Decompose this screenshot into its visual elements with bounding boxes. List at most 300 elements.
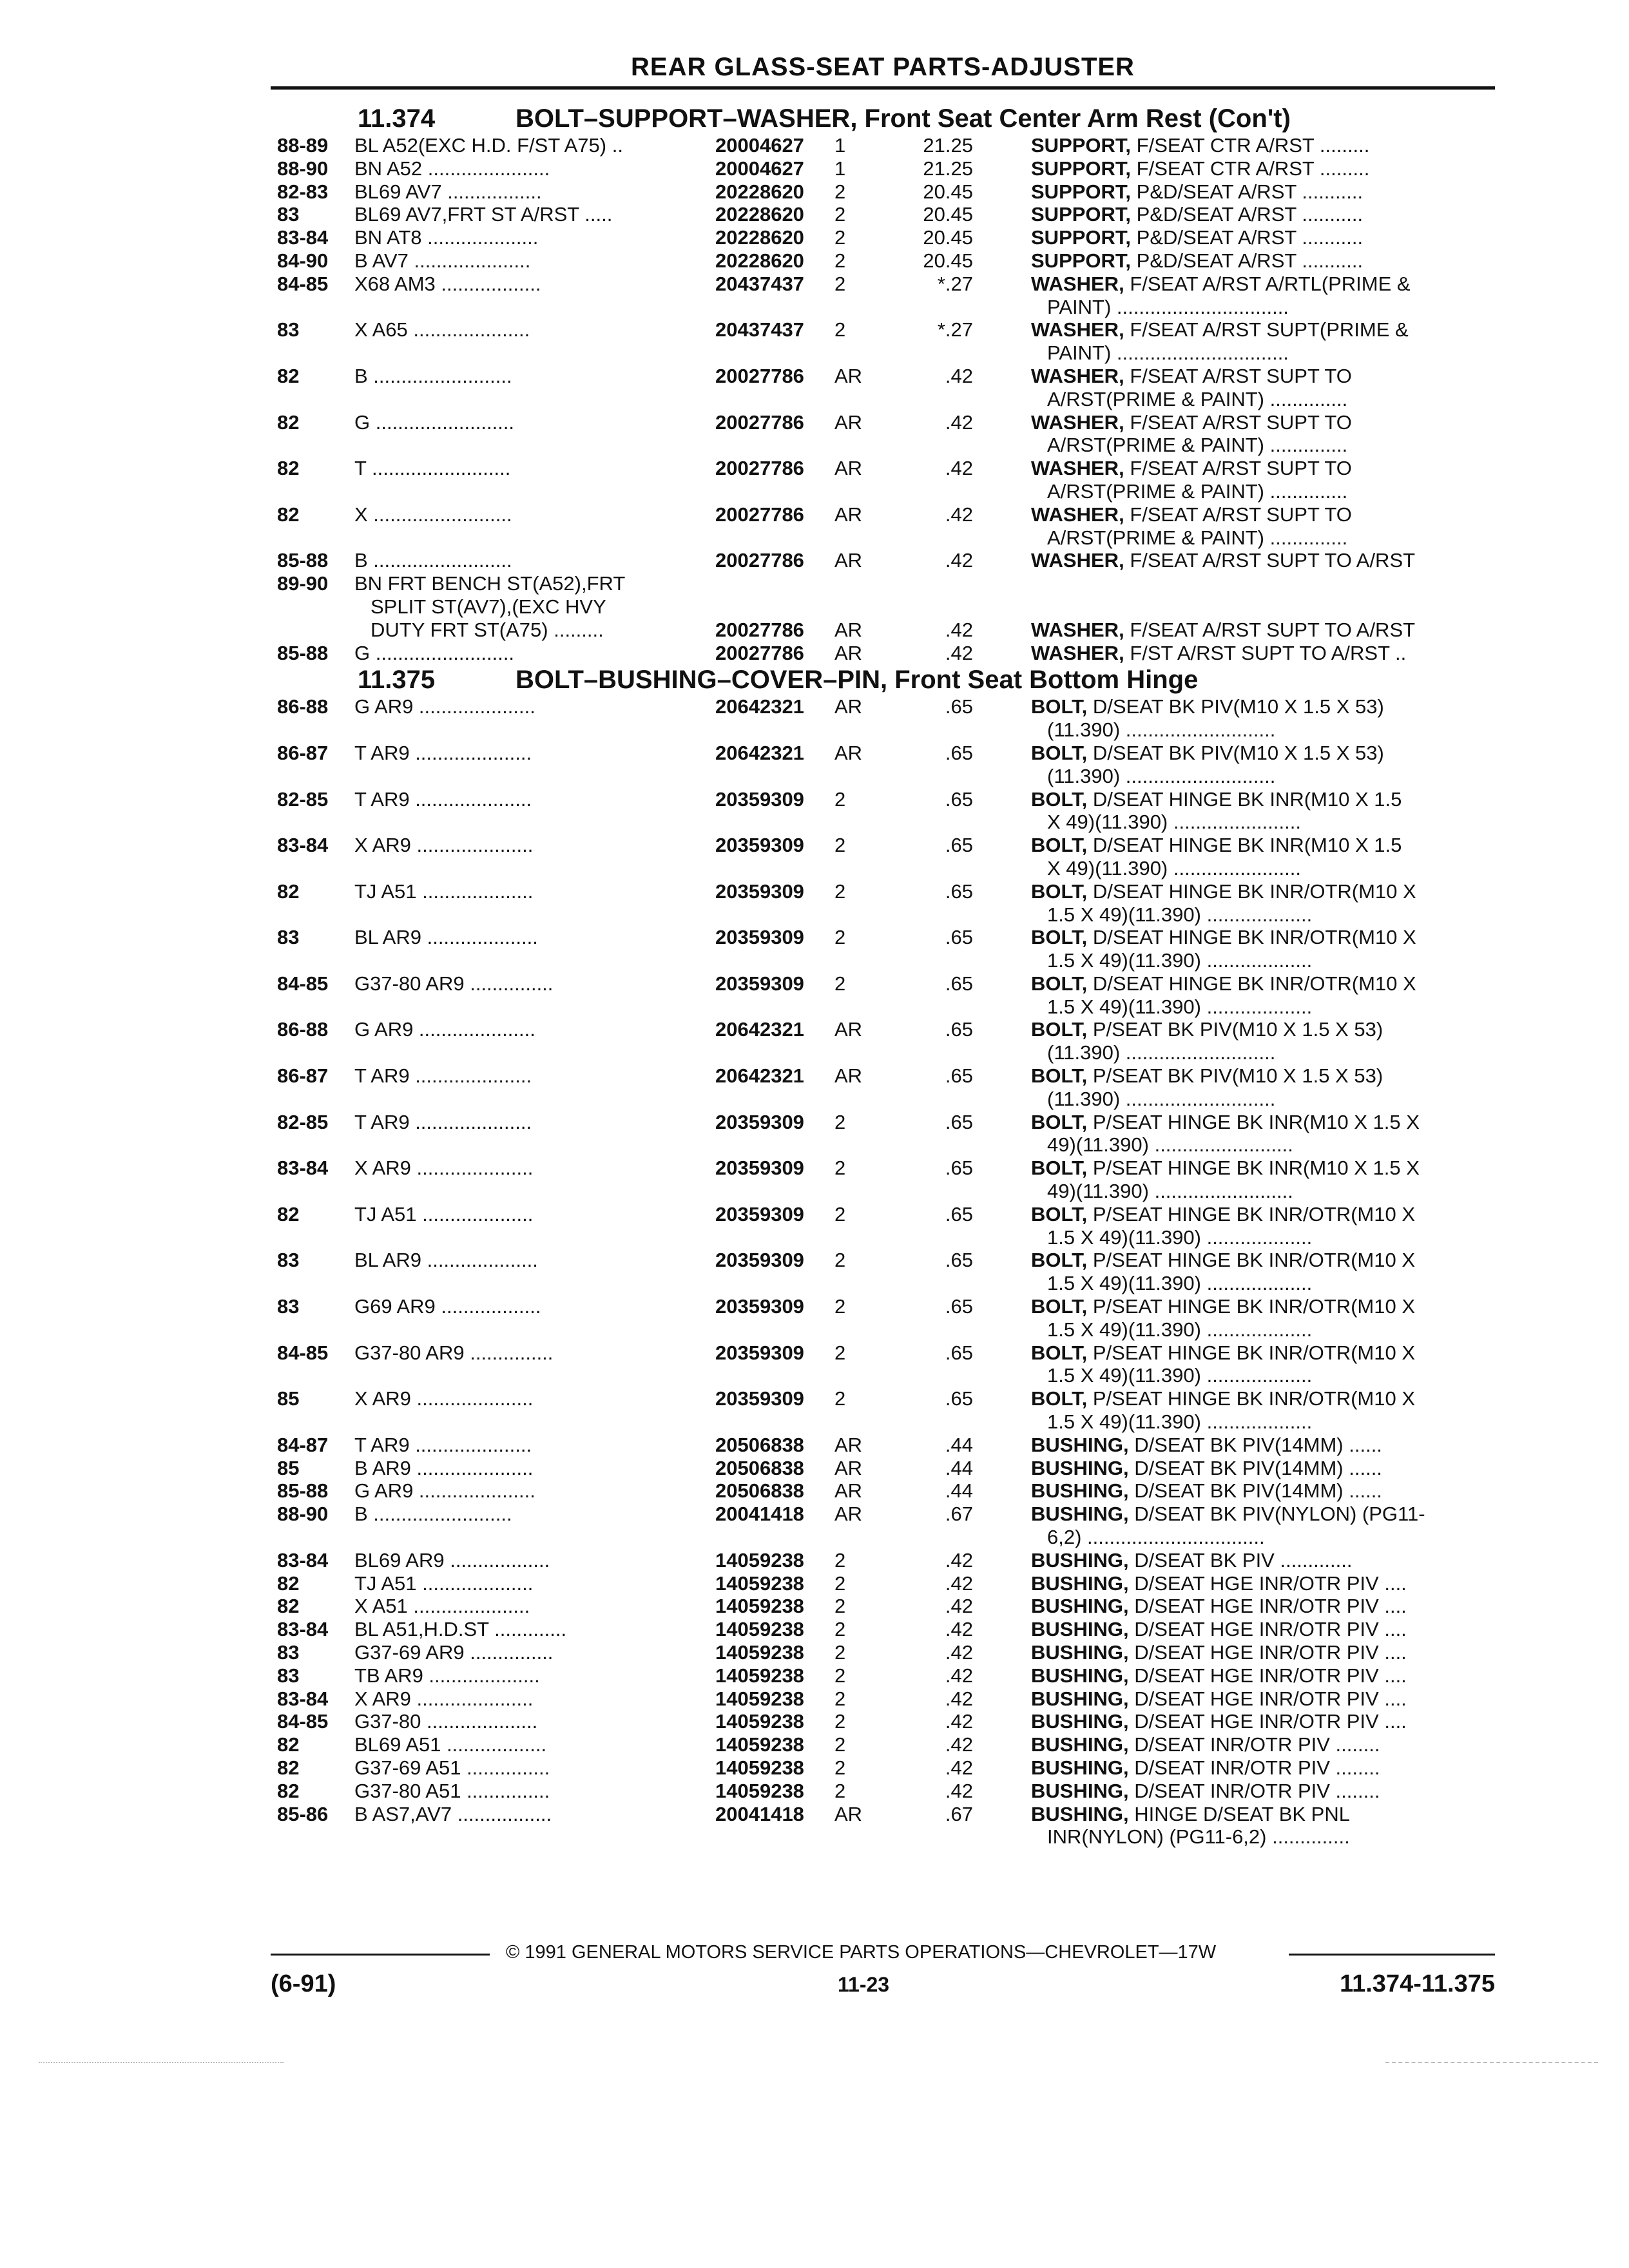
parts-row xyxy=(271,1018,1495,1064)
description-text: F/SEAT A/RST SUPT TO xyxy=(1130,457,1352,480)
part-name: BOLT, xyxy=(1031,1202,1088,1225)
part-name: BUSHING, xyxy=(1031,1756,1129,1779)
price: .65 xyxy=(945,879,973,903)
page-title: REAR GLASS-SEAT PARTS-ADJUSTER xyxy=(631,53,1135,81)
part-name: SUPPORT, xyxy=(1031,226,1132,249)
quantity: 2 xyxy=(834,1779,846,1802)
parts-row xyxy=(271,1733,1495,1756)
part-number: 20642321 xyxy=(715,1064,804,1088)
quantity: AR xyxy=(834,618,863,641)
price: .65 xyxy=(945,1110,973,1133)
description-line: INR(NYLON) (PG11-6,2) .............. xyxy=(1047,1825,1350,1849)
model-line: X ......................... xyxy=(354,503,512,526)
page-footer xyxy=(271,1939,1495,2017)
quantity: 2 xyxy=(834,180,846,203)
quantity: AR xyxy=(834,1479,863,1503)
model-line: BL69 AV7 ................. xyxy=(354,180,542,203)
description-text: P/SEAT BK PIV(M10 X 1.5 X 53) xyxy=(1092,1064,1383,1088)
model-line: B ......................... xyxy=(354,364,512,387)
footer-date: (6-91) xyxy=(271,1970,336,1997)
model-line: G37-80 A51 ............... xyxy=(354,1779,550,1802)
price: .65 xyxy=(945,834,973,857)
part-description xyxy=(1031,1064,1495,1111)
price: .65 xyxy=(945,1018,973,1041)
model-years: 85 xyxy=(277,1387,300,1410)
part-number: 20359309 xyxy=(715,787,804,811)
price: .65 xyxy=(945,787,973,811)
price: .42 xyxy=(945,364,973,387)
part-description xyxy=(1031,1434,1495,1457)
parts-row xyxy=(271,411,1495,457)
parts-row xyxy=(271,1664,1495,1687)
description-text: F/SEAT A/RST SUPT TO xyxy=(1130,410,1352,434)
part-name: SUPPORT, xyxy=(1031,134,1132,157)
quantity: 2 xyxy=(834,787,846,811)
parts-row xyxy=(271,834,1495,880)
part-name: WASHER, xyxy=(1031,457,1124,480)
parts-row xyxy=(271,1756,1495,1780)
model-line: T AR9 ..................... xyxy=(354,787,532,811)
quantity: AR xyxy=(834,457,863,480)
model-years: 84-87 xyxy=(277,1433,329,1456)
description-line xyxy=(1031,695,1495,718)
quantity: AR xyxy=(834,641,863,664)
part-number: 20027786 xyxy=(715,503,804,526)
description-line: 6,2) ................................ xyxy=(1047,1526,1265,1549)
parts-row xyxy=(271,1387,1495,1434)
description-text: D/SEAT HGE INR/OTR PIV .... xyxy=(1134,1664,1407,1687)
parts-row xyxy=(271,180,1495,204)
model-years: 84-85 xyxy=(277,1710,329,1733)
model-line: G37-80 .................... xyxy=(354,1710,538,1733)
part-number: 20506838 xyxy=(715,1433,804,1456)
price: .67 xyxy=(945,1503,973,1526)
section-heading xyxy=(271,103,1495,134)
part-description xyxy=(1031,1756,1495,1780)
price: .42 xyxy=(945,1571,973,1595)
price: .65 xyxy=(945,972,973,995)
model-line: X AR9 ..................... xyxy=(354,1687,534,1710)
parts-row xyxy=(271,742,1495,788)
part-name: BUSHING, xyxy=(1031,1433,1129,1456)
part-name: BUSHING, xyxy=(1031,1456,1129,1479)
price: .65 xyxy=(945,1341,973,1364)
part-description xyxy=(1031,1641,1495,1664)
model-line: X A51 ..................... xyxy=(354,1595,530,1618)
part-name: BOLT, xyxy=(1031,926,1088,949)
model-line: X AR9 ..................... xyxy=(354,1387,534,1410)
part-name: BOLT, xyxy=(1031,972,1088,995)
description-line xyxy=(1031,1249,1495,1272)
description-text: D/SEAT BK PIV(14MM) ...... xyxy=(1134,1479,1382,1503)
model-years: 83 xyxy=(277,1664,300,1687)
description-line xyxy=(1031,1457,1495,1480)
model-years: 85-88 xyxy=(277,1479,329,1503)
description-text: P&D/SEAT A/RST ........... xyxy=(1136,180,1364,203)
footer-section-range: 11.374-11.375 xyxy=(1340,1970,1495,1997)
description-line xyxy=(1031,226,1495,249)
model-line: T AR9 ..................... xyxy=(354,1110,532,1133)
price: .65 xyxy=(945,1387,973,1410)
description-line xyxy=(1031,1111,1495,1134)
price: *.27 xyxy=(937,272,973,295)
part-name: BUSHING, xyxy=(1031,1802,1129,1825)
parts-row xyxy=(271,1803,1495,1849)
model-line: BL AR9 .................... xyxy=(354,926,538,949)
description-line xyxy=(1031,318,1495,341)
description-line xyxy=(1031,180,1495,204)
part-number: 14059238 xyxy=(715,1710,804,1733)
section-title: BOLT–SUPPORT–WASHER, Front Seat Center Arm Rest (Con't) xyxy=(516,104,1291,133)
description-line: (11.390) ........................... xyxy=(1047,718,1276,742)
section-heading xyxy=(271,664,1495,695)
footer-copyright: © 1991 GENERAL MOTORS SERVICE PARTS OPERATIONS—CHEVROLET—17W xyxy=(506,1942,1217,1963)
model-line: G37-69 AR9 ............... xyxy=(354,1641,554,1664)
part-name: BOLT, xyxy=(1031,787,1088,811)
model-years: 82-85 xyxy=(277,1110,329,1133)
parts-row xyxy=(271,880,1495,927)
price: .65 xyxy=(945,926,973,949)
model-line: BL69 A51 .................. xyxy=(354,1733,547,1756)
quantity: 2 xyxy=(834,249,846,272)
part-number: 20027786 xyxy=(715,549,804,572)
part-name: SUPPORT, xyxy=(1031,180,1132,203)
part-name: BOLT, xyxy=(1031,1110,1088,1133)
quantity: AR xyxy=(834,1503,863,1526)
description-line xyxy=(1031,157,1495,180)
quantity: AR xyxy=(834,1456,863,1479)
description-line xyxy=(1031,1780,1495,1803)
model-line: BN FRT BENCH ST(A52),FRT xyxy=(354,572,626,595)
price: .42 xyxy=(945,1779,973,1802)
section-number: 11.374 xyxy=(358,104,436,133)
parts-row xyxy=(271,1457,1495,1480)
model-line: T AR9 ..................... xyxy=(354,1064,532,1088)
parts-row xyxy=(271,365,1495,411)
price: .44 xyxy=(945,1479,973,1503)
model-line: BL A52(EXC H.D. F/ST A75) .. xyxy=(354,134,623,157)
part-number: 14059238 xyxy=(715,1595,804,1618)
part-number: 14059238 xyxy=(715,1687,804,1710)
model-line: G AR9 ..................... xyxy=(354,695,535,718)
parts-row xyxy=(271,1503,1495,1549)
price: .44 xyxy=(945,1433,973,1456)
part-name: BOLT, xyxy=(1031,1295,1088,1318)
model-years: 88-90 xyxy=(277,1503,329,1526)
part-number: 20506838 xyxy=(715,1479,804,1503)
model-line: T AR9 ..................... xyxy=(354,1433,532,1456)
model-years: 82 xyxy=(277,1779,300,1802)
description-line xyxy=(1031,1203,1495,1226)
description-text: F/SEAT A/RST SUPT TO xyxy=(1130,364,1352,387)
part-description xyxy=(1031,549,1495,572)
part-description xyxy=(1031,1457,1495,1480)
description-line: X 49)(11.390) ....................... xyxy=(1047,811,1301,834)
description-text: P/SEAT BK PIV(M10 X 1.5 X 53) xyxy=(1092,1018,1383,1041)
model-years: 82 xyxy=(277,457,300,480)
description-text: D/SEAT HGE INR/OTR PIV .... xyxy=(1134,1571,1407,1595)
part-number: 20359309 xyxy=(715,879,804,903)
description-line xyxy=(1031,1503,1495,1526)
quantity: AR xyxy=(834,695,863,718)
model-line: B AR9 ..................... xyxy=(354,1456,534,1479)
part-name: WASHER, xyxy=(1031,618,1124,641)
part-description xyxy=(1031,1157,1495,1203)
part-number: 14059238 xyxy=(715,1756,804,1779)
part-number: 20004627 xyxy=(715,134,804,157)
part-name: SUPPORT, xyxy=(1031,157,1132,180)
model-line: G37-80 AR9 ............... xyxy=(354,972,554,995)
description-line xyxy=(1031,1664,1495,1687)
description-text: D/SEAT INR/OTR PIV ........ xyxy=(1134,1779,1380,1802)
part-description xyxy=(1031,457,1495,503)
price: .65 xyxy=(945,1157,973,1180)
description-line: 1.5 X 49)(11.390) ................... xyxy=(1047,1410,1313,1434)
parts-row xyxy=(271,226,1495,249)
model-line: BL69 AV7,FRT ST A/RST ..... xyxy=(354,203,613,226)
parts-row xyxy=(271,134,1495,157)
price: .42 xyxy=(945,1687,973,1710)
description-line: A/RST(PRIME & PAINT) .............. xyxy=(1047,526,1348,549)
model-years: 82 xyxy=(277,1756,300,1779)
part-description xyxy=(1031,1018,1495,1064)
price: .42 xyxy=(945,410,973,434)
part-name: WASHER, xyxy=(1031,503,1124,526)
quantity: AR xyxy=(834,1433,863,1456)
part-description xyxy=(1031,1203,1495,1249)
model-line: DUTY FRT ST(A75) ......... xyxy=(371,618,604,641)
model-line: X A65 ..................... xyxy=(354,318,530,341)
footer-rule-left xyxy=(271,1954,490,1956)
part-number: 20359309 xyxy=(715,1249,804,1272)
description-line: 49)(11.390) ......................... xyxy=(1047,1180,1293,1203)
part-number: 14059238 xyxy=(715,1641,804,1664)
price: .65 xyxy=(945,741,973,764)
price: .65 xyxy=(945,1064,973,1088)
description-line xyxy=(1031,1595,1495,1618)
part-name: BUSHING, xyxy=(1031,1733,1129,1756)
part-number: 20359309 xyxy=(715,834,804,857)
part-description xyxy=(1031,1479,1495,1503)
price: .67 xyxy=(945,1802,973,1825)
quantity: 2 xyxy=(834,879,846,903)
part-number: 20437437 xyxy=(715,272,804,295)
parts-row xyxy=(271,273,1495,319)
description-text: D/SEAT BK PIV(M10 X 1.5 X 53) xyxy=(1092,695,1384,718)
model-years: 83 xyxy=(277,1249,300,1272)
model-line: SPLIT ST(AV7),(EXC HVY xyxy=(371,595,606,618)
model-line: TJ A51 .................... xyxy=(354,1202,534,1225)
description-text: F/SEAT A/RST SUPT(PRIME & xyxy=(1130,318,1409,341)
model-years: 88-89 xyxy=(277,134,329,157)
part-name: BOLT, xyxy=(1031,1249,1088,1272)
description-line: A/RST(PRIME & PAINT) .............. xyxy=(1047,387,1348,410)
price: .65 xyxy=(945,1249,973,1272)
header-rule xyxy=(271,86,1495,90)
model-line: G AR9 ..................... xyxy=(354,1018,535,1041)
model-years: 86-87 xyxy=(277,1064,329,1088)
part-description xyxy=(1031,365,1495,411)
part-description xyxy=(1031,742,1495,788)
part-name: BOLT, xyxy=(1031,695,1088,718)
model-years: 82 xyxy=(277,1595,300,1618)
parts-row xyxy=(271,1618,1495,1641)
description-line xyxy=(1031,1618,1495,1641)
quantity: AR xyxy=(834,741,863,764)
model-line: BL AR9 .................... xyxy=(354,1249,538,1272)
part-description xyxy=(1031,249,1495,273)
description-text: F/ST A/RST SUPT TO A/RST .. xyxy=(1130,641,1407,664)
description-line: PAINT) ............................... xyxy=(1047,341,1289,365)
model-line: B AS7,AV7 ................. xyxy=(354,1802,552,1825)
part-description xyxy=(1031,1341,1495,1388)
description-text: D/SEAT BK PIV(14MM) ...... xyxy=(1134,1456,1382,1479)
description-line xyxy=(1031,134,1495,157)
quantity: 2 xyxy=(834,1157,846,1180)
description-line xyxy=(1031,503,1495,526)
model-years: 82 xyxy=(277,879,300,903)
scan-artifact-left xyxy=(39,2062,284,2063)
parts-row xyxy=(271,457,1495,503)
description-line xyxy=(1031,642,1495,665)
part-name: BOLT, xyxy=(1031,1341,1088,1364)
description-line xyxy=(1031,972,1495,995)
quantity: 2 xyxy=(834,1341,846,1364)
description-text: F/SEAT CTR A/RST ......... xyxy=(1136,157,1370,180)
footer-rule-right xyxy=(1289,1954,1495,1956)
description-line: (11.390) ........................... xyxy=(1047,1087,1276,1110)
part-number: 20359309 xyxy=(715,1295,804,1318)
model-line: B ......................... xyxy=(354,549,512,572)
description-text: D/SEAT HINGE BK INR(M10 X 1.5 xyxy=(1092,834,1402,857)
part-number: 20027786 xyxy=(715,410,804,434)
description-line xyxy=(1031,1018,1495,1041)
description-line xyxy=(1031,1434,1495,1457)
model-years: 82 xyxy=(277,1571,300,1595)
model-years: 82 xyxy=(277,410,300,434)
parts-row xyxy=(271,1572,1495,1595)
description-line xyxy=(1031,549,1495,572)
description-line xyxy=(1031,1756,1495,1780)
price: .44 xyxy=(945,1456,973,1479)
price: 21.25 xyxy=(923,134,973,157)
description-line xyxy=(1031,1710,1495,1733)
model-line: TJ A51 .................... xyxy=(354,879,534,903)
description-text: D/SEAT BK PIV ............. xyxy=(1134,1548,1353,1571)
description-line: 1.5 X 49)(11.390) ................... xyxy=(1047,903,1313,926)
model-line: T ......................... xyxy=(354,457,511,480)
price: .42 xyxy=(945,1756,973,1779)
part-description xyxy=(1031,318,1495,365)
model-line: G ......................... xyxy=(354,410,515,434)
part-description xyxy=(1031,157,1495,180)
model-line: TB AR9 .................... xyxy=(354,1664,540,1687)
model-line: X AR9 ..................... xyxy=(354,1157,534,1180)
model-line: X68 AM3 .................. xyxy=(354,272,541,295)
price: .42 xyxy=(945,1548,973,1571)
parts-row xyxy=(271,1249,1495,1295)
part-description xyxy=(1031,1710,1495,1733)
description-line xyxy=(1031,1341,1495,1365)
section-title: BOLT–BUSHING–COVER–PIN, Front Seat Bottom Hinge xyxy=(516,666,1199,695)
description-line: 1.5 X 49)(11.390) ................... xyxy=(1047,1272,1313,1295)
description-line xyxy=(1031,249,1495,273)
part-description xyxy=(1031,926,1495,972)
price: .42 xyxy=(945,1664,973,1687)
parts-row xyxy=(271,1641,1495,1664)
description-line xyxy=(1031,203,1495,226)
part-description xyxy=(1031,1733,1495,1756)
quantity: 2 xyxy=(834,972,846,995)
model-years: 88-90 xyxy=(277,157,329,180)
description-line: (11.390) ........................... xyxy=(1047,1041,1276,1064)
parts-row xyxy=(271,1203,1495,1249)
price: 20.45 xyxy=(923,226,973,249)
price: 20.45 xyxy=(923,203,973,226)
part-description xyxy=(1031,880,1495,927)
model-years: 83-84 xyxy=(277,1548,329,1571)
description-line xyxy=(1031,1064,1495,1088)
part-description xyxy=(1031,1595,1495,1618)
part-number: 20004627 xyxy=(715,157,804,180)
description-line xyxy=(1031,1295,1495,1318)
scan-artifacts xyxy=(0,2062,1629,2068)
model-line: BL69 AR9 .................. xyxy=(354,1548,550,1571)
part-description xyxy=(1031,1572,1495,1595)
part-description xyxy=(1031,619,1495,642)
description-text: P&D/SEAT A/RST ........... xyxy=(1136,203,1364,226)
price: .42 xyxy=(945,641,973,664)
quantity: 2 xyxy=(834,1110,846,1133)
parts-row xyxy=(271,503,1495,550)
price: .42 xyxy=(945,1618,973,1641)
description-line xyxy=(1031,273,1495,296)
model-years: 83-84 xyxy=(277,1618,329,1641)
price: .65 xyxy=(945,695,973,718)
part-description xyxy=(1031,503,1495,550)
part-description xyxy=(1031,134,1495,157)
quantity: 1 xyxy=(834,157,846,180)
quantity: 2 xyxy=(834,1249,846,1272)
parts-row xyxy=(271,203,1495,226)
part-name: SUPPORT, xyxy=(1031,203,1132,226)
description-text: F/SEAT A/RST SUPT TO xyxy=(1130,503,1352,526)
parts-row xyxy=(271,1595,1495,1618)
description-text: D/SEAT BK PIV(M10 X 1.5 X 53) xyxy=(1092,741,1384,764)
description-line xyxy=(1031,1387,1495,1410)
parts-row xyxy=(271,972,1495,1019)
part-description xyxy=(1031,1249,1495,1295)
part-number: 20027786 xyxy=(715,641,804,664)
model-years: 83 xyxy=(277,1295,300,1318)
part-number: 20359309 xyxy=(715,1110,804,1133)
part-number: 20506838 xyxy=(715,1456,804,1479)
part-name: BUSHING, xyxy=(1031,1548,1129,1571)
part-number: 20027786 xyxy=(715,618,804,641)
part-number: 14059238 xyxy=(715,1618,804,1641)
model-years: 83-84 xyxy=(277,834,329,857)
model-line: B ......................... xyxy=(354,1503,512,1526)
model-line: BN AT8 .................... xyxy=(354,226,539,249)
description-text: D/SEAT BK PIV(14MM) ...... xyxy=(1134,1433,1382,1456)
part-description xyxy=(1031,203,1495,226)
parts-row xyxy=(271,1780,1495,1803)
description-line xyxy=(1031,1479,1495,1503)
model-line: G AR9 ..................... xyxy=(354,1479,535,1503)
part-name: BOLT, xyxy=(1031,1157,1088,1180)
price: 21.25 xyxy=(923,157,973,180)
parts-row xyxy=(271,642,1495,665)
